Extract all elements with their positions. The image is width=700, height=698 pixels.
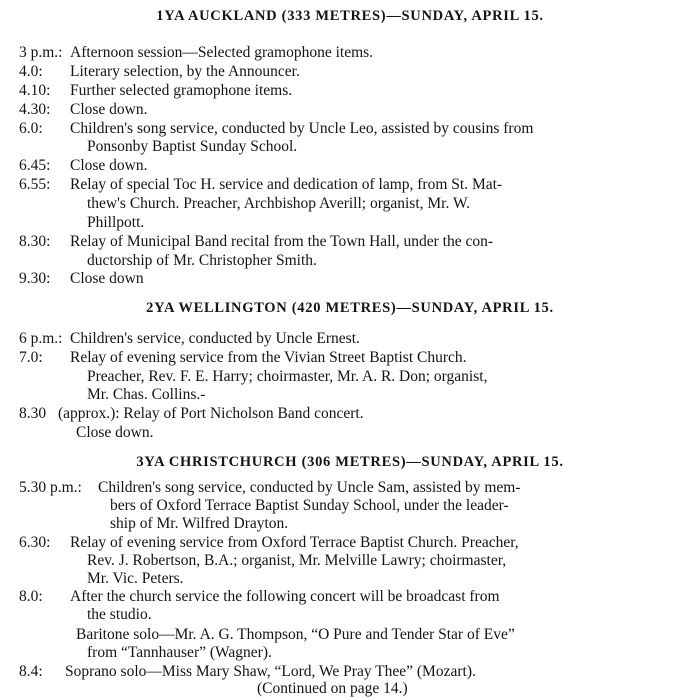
entry-time: 6.55: [19,176,51,193]
station-heading-auckland: 1YA AUCKLAND (333 METRES)—SUNDAY, APRIL 15. [156,8,544,24]
entry-time: 7.0: [19,349,43,366]
entry-time: 6 p.m.: [19,330,63,347]
entry-text: Relay of special Toc H. service and dedication of lamp, from St. Mat- [70,176,503,193]
station-heading-wellington: 2YA WELLINGTON (420 METRES)—SUNDAY, APRIL 15. [146,300,554,316]
entry-text: thew's Church. Preacher, Archbishop Averill; organist, Mr. W. [87,195,471,212]
entry-time: 8.30: [19,233,51,250]
entry-time: 9.30: [19,270,51,287]
entry-text: Children's song service, conducted by Uncle Leo, assisted by cousins from [70,120,534,137]
entry-time: 6.30: [19,534,51,551]
entry-text: Afternoon session—Selected gramophone items. [70,44,374,61]
entry-text: Soprano solo—Miss Mary Shaw, “Lord, We Pray Thee” (Mozart). [65,663,476,680]
entry-time: 4.0: [19,63,43,80]
entry-time: 8.0: [19,588,43,605]
entry-text: Literary selection, by the Announcer. [70,63,300,80]
entry-time: 6.45: [19,157,51,174]
entry-text: Close down. [70,157,148,174]
entry-text: the studio. [87,606,152,623]
entry-text: Relay of evening service from Oxford Terrace Baptist Church. Preacher, [70,534,519,551]
entry-text: Preacher, Rev. F. E. Harry; choirmaster, Mr. A. R. Don; organist, [87,368,488,385]
entry-time: 6.0: [19,120,43,137]
continued-note: (Continued on page 14.) [257,680,408,697]
entry-text: Baritone solo—Mr. A. G. Thompson, “O Pure and Tender Star of Eve” [76,626,515,643]
entry-text: Relay of Municipal Band recital from the Town Hall, under the con- [70,233,494,250]
entry-text: Phillpott. [87,214,145,231]
entry-text: bers of Oxford Terrace Baptist Sunday School, under the leader- [110,497,509,514]
entry-text: Relay of evening service from the Vivian Street Baptist Church. [70,349,467,366]
entry-text: After the church service the following concert will be broadcast from [70,588,500,605]
entry-text: ship of Mr. Wilfred Drayton. [110,515,289,532]
entry-text: from “Tannhauser” (Wagner). [87,644,272,661]
entry-time: 8.4: [19,663,43,680]
entry-text: (approx.): Relay of Port Nicholson Band concert. [58,405,364,422]
entry-time: 8.30 [19,405,47,422]
entry-text: Close down. [76,424,154,441]
entry-text: Close down. [70,101,148,118]
entry-text: Close down [70,270,144,287]
entry-text: Mr. Chas. Collins.- [87,386,206,403]
entry-time: 3 p.m.: [19,44,63,61]
entry-text: Further selected gramophone items. [70,82,293,99]
entry-time: 5.30 p.m.: [19,479,82,496]
entry-text: Rev. J. Robertson, B.A.; organist, Mr. Melville Lawry; choirmaster, [87,552,507,569]
entry-text: Children's service, conducted by Uncle Ernest. [70,330,360,347]
entry-time: 4.30: [19,101,51,118]
entry-text: Children's song service, conducted by Uncle Sam, assisted by mem- [98,479,521,496]
entry-time: 4.10: [19,82,51,99]
entry-text: ductorship of Mr. Christopher Smith. [87,252,317,269]
entry-text: Mr. Vic. Peters. [87,570,184,587]
station-heading-christchurch: 3YA CHRISTCHURCH (306 METRES)—SUNDAY, APRIL 15. [136,454,564,470]
entry-text: Ponsonby Baptist Sunday School. [87,138,298,155]
